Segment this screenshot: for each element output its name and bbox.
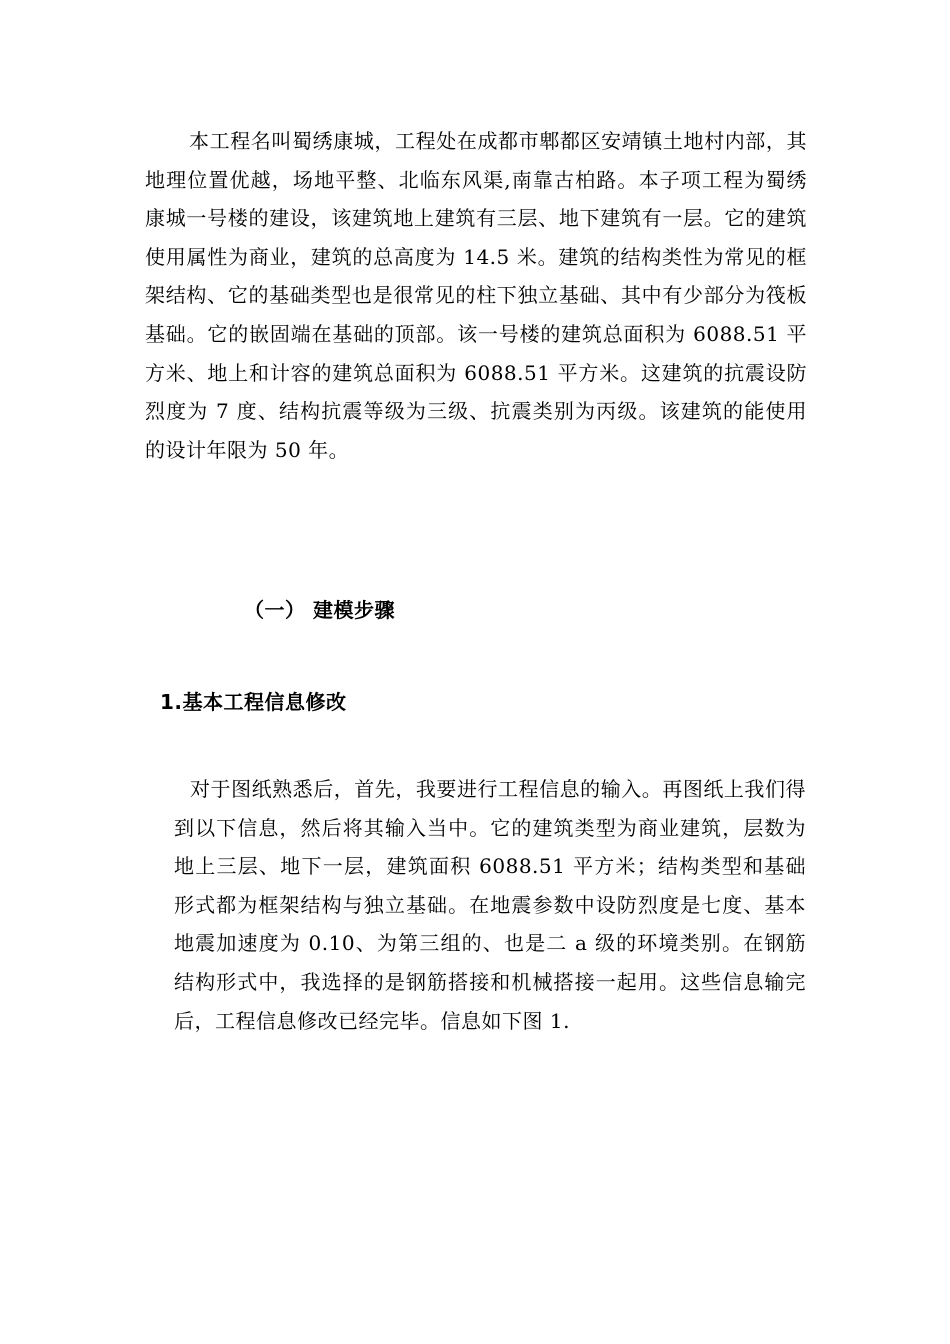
intro-paragraph: 本工程名叫蜀绣康城，工程处在成都市郫都区安靖镇土地村内部，其地理位置优越，场地平整、北临东风渠,南靠古柏路。本子项工程为蜀绣康城一号楼的建设，该建筑地上建筑有三层、地下建筑有一层。它的建筑使用属性为商业，建筑的总高度为 14.5 米。建筑的结构类性为常见的框架结构、它的基础类型也是很常见的柱下独立基础、其中有少部分为筏板基础。它的嵌固端在基础的顶部。该一号楼的建筑总面积为 6088.51 平方米、地上和计容的建筑总面积为 6088.51 平方米。这建筑的抗震设防烈度为 7 度、结构抗震等级为三级、抗震类别为丙级。该建筑的能使用的设计年限为 50 年。 [145, 129, 807, 462]
section-heading: （一） 建模步骤 [244, 598, 395, 622]
subsection-heading: 1.基本工程信息修改 [160, 690, 347, 714]
body-paragraph: 对于图纸熟悉后，首先，我要进行工程信息的输入。再图纸上我们得到以下信息，然后将其输入当中。它的建筑类型为商业建筑，层数为地上三层、地下一层，建筑面积 6088.51 平方米；结构类型和基础形式都为框架结构与独立基础。在地震参数中设防烈度是七度、基本地震加速度为 0.10、为第三组的、也是二 a 级的环境类别。在钢筋结构形式中，我选择的是钢筋搭接和机械搭接一起用。这些信息输完后，工程信息修改已经完毕。信息如下图 1. [174, 777, 806, 1033]
